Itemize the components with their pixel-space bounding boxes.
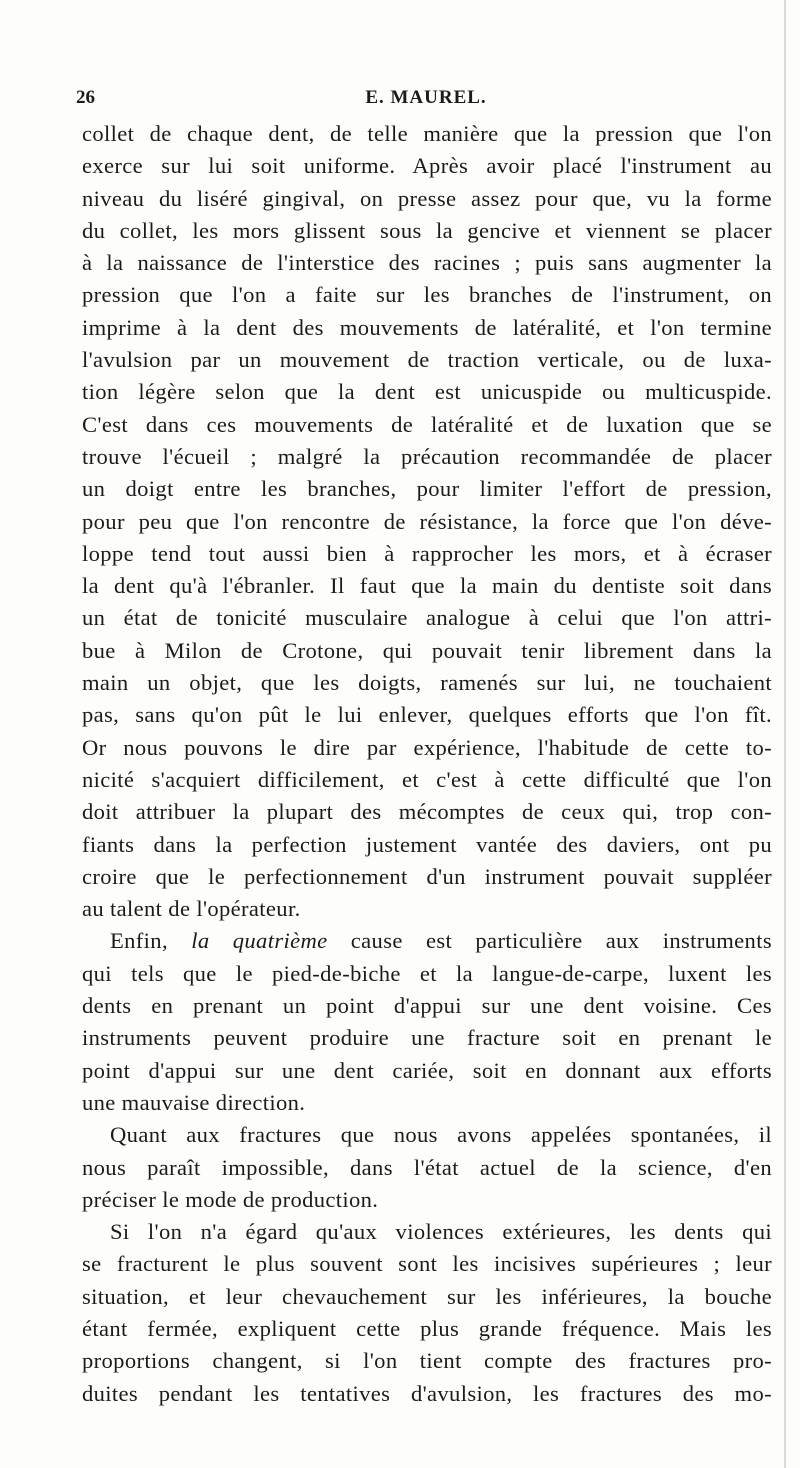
text-line: trouve l'écueil ; malgré la précaution recommandée de placer bbox=[82, 443, 772, 469]
text-line: tion légère selon que la dent est unicuspide ou multicuspide. bbox=[82, 379, 772, 405]
text-line: Quant aux fractures que nous avons appelées spontanées, il bbox=[110, 1122, 772, 1148]
text-line bbox=[82, 925, 772, 957]
text-line: se fracturent le plus souvent sont les incisives supérieures ; leur bbox=[82, 1251, 772, 1277]
text-line: un doigt entre les branches, pour limiter l'effort de pression, bbox=[82, 476, 772, 502]
text-line: point d'appui sur une dent cariée, soit en donnant aux efforts bbox=[82, 1057, 772, 1083]
text-line: croire que le perfectionnement d'un instrument pouvait suppléer bbox=[82, 863, 772, 889]
text-line: niveau du liséré gingival, on presse assez pour que, vu la forme bbox=[82, 185, 772, 211]
text-line: étant fermée, expliquent cette plus grande fréquence. Mais les bbox=[82, 1315, 772, 1341]
text-line: l'avulsion par un mouvement de traction verticale, ou de luxa- bbox=[82, 347, 772, 373]
text-line: proportions changent, si l'on tient compte des fractures pro- bbox=[82, 1348, 772, 1374]
text-line: préciser le mode de production. bbox=[82, 1186, 379, 1212]
text-line: doit attribuer la plupart des mécomptes de ceux qui, trop con- bbox=[82, 799, 772, 825]
text-line: Or nous pouvons le dire par expérience, l'habitude de cette to- bbox=[82, 734, 772, 760]
page-edge bbox=[784, 0, 786, 1468]
text-line: instruments peuvent produire une fracture soit en prenant le bbox=[82, 1025, 772, 1051]
text-line: pour peu que l'on rencontre de résistance, la force que l'on déve- bbox=[82, 508, 772, 534]
text-line: dents en prenant un point d'appui sur une dent voisine. Ces bbox=[82, 993, 772, 1019]
text-line: main un objet, que les doigts, ramenés sur lui, ne touchaient bbox=[82, 670, 772, 696]
page-number: 26 bbox=[76, 87, 95, 108]
text-line: la dent qu'à l'ébranler. Il faut que la main du dentiste soit dans bbox=[82, 573, 772, 599]
text-line: un état de tonicité musculaire analogue à celui que l'on attri- bbox=[82, 605, 772, 631]
text-line: du collet, les mors glissent sous la gencive et viennent se placer bbox=[82, 217, 772, 243]
text-line: fiants dans la perfection justement vantée des daviers, ont pu bbox=[82, 831, 772, 857]
text-line: nous paraît impossible, dans l'état actuel de la science, d'en bbox=[82, 1154, 772, 1180]
text-segment: Enfin, bbox=[110, 928, 192, 954]
running-head: E. MAUREL. bbox=[365, 87, 487, 108]
text-line: au talent de l'opérateur. bbox=[82, 896, 301, 922]
text-line: imprime à la dent des mouvements de latéralité, et l'on termine bbox=[82, 314, 772, 340]
text-line: nicité s'acquiert difficilement, et c'est à cette difficulté que l'on bbox=[82, 766, 772, 792]
text-line: loppe tend tout aussi bien à rapprocher les mors, et à écraser bbox=[82, 540, 772, 566]
text-line: Si l'on n'a égard qu'aux violences extérieures, les dents qui bbox=[110, 1219, 772, 1245]
text-line: collet de chaque dent, de telle manière que la pression que l'on bbox=[82, 121, 772, 146]
text-line: situation, et leur chevauchement sur les inférieures, la bouche bbox=[82, 1283, 772, 1309]
text-line: C'est dans ces mouvements de latéralité et de luxation que se bbox=[82, 411, 772, 437]
page-header bbox=[76, 85, 776, 115]
body-text bbox=[82, 118, 772, 1410]
text-line: à la naissance de l'interstice des racines ; puis sans augmenter la bbox=[82, 250, 772, 276]
text-line: duites pendant les tentatives d'avulsion, les fractures des mo- bbox=[82, 1380, 772, 1406]
text-line: bue à Milon de Crotone, qui pouvait tenir librement dans la bbox=[82, 637, 772, 663]
italic-text: la quatrième bbox=[191, 928, 328, 954]
text-line: pas, sans qu'on pût le lui enlever, quelques efforts que l'on fît. bbox=[82, 702, 772, 728]
text-line: pression que l'on a faite sur les branches de l'instrument, on bbox=[82, 282, 772, 308]
text-line: exerce sur lui soit uniforme. Après avoir placé l'instrument au bbox=[82, 153, 772, 179]
text-line: une mauvaise direction. bbox=[82, 1089, 306, 1115]
text-line: qui tels que le pied-de-biche et la langue-de-carpe, luxent les bbox=[82, 960, 772, 986]
text-segment: cause est particulière aux instruments bbox=[327, 928, 772, 954]
